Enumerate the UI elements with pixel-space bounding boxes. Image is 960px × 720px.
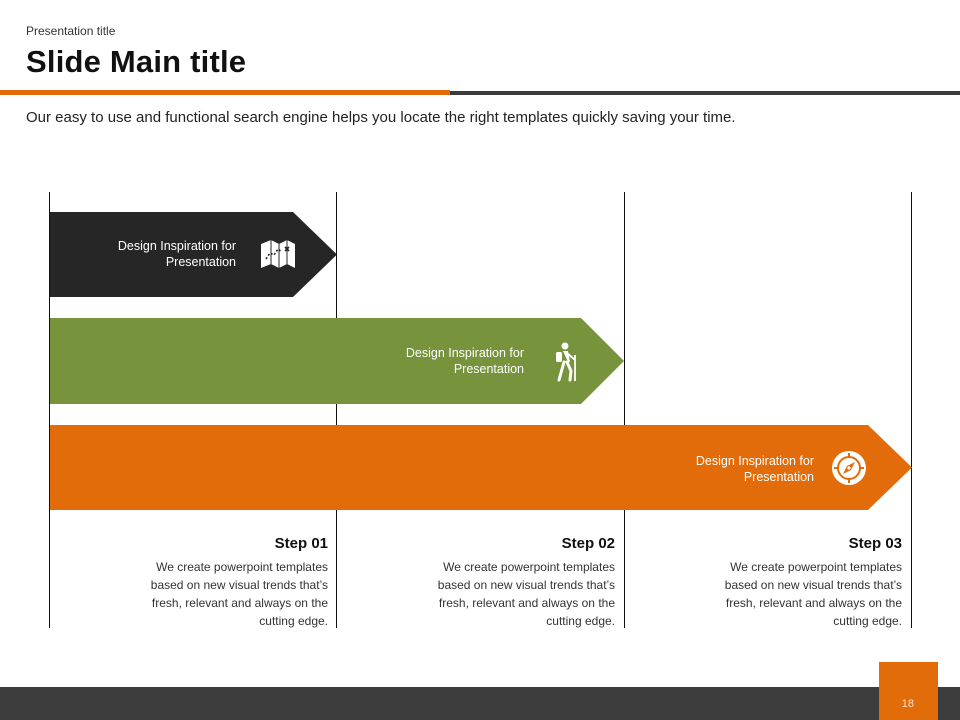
step-arrow-1: [50, 212, 337, 297]
step-description-2: We create powerpoint templates based on new visual trends that’s fresh, relevant and always on the cutting edge.: [437, 560, 615, 628]
arrow-label: Design Inspiration for Presentation: [117, 239, 236, 269]
step-title-1: Step 01: [274, 535, 328, 552]
timeline-divider: [911, 192, 912, 628]
step-title-2: Step 02: [561, 535, 615, 552]
footer-bar: [0, 687, 960, 720]
slide-main-title: Slide Main title: [26, 44, 247, 79]
page-number-box: [879, 662, 938, 720]
step-arrow-3: [50, 425, 912, 510]
arrow-label: Design Inspiration for Presentation: [405, 346, 524, 376]
step-title-3: Step 03: [848, 535, 902, 552]
arrow-label: Design Inspiration for Presentation: [695, 454, 814, 484]
presentation-title: Presentation title: [26, 24, 116, 38]
header-accent-divider: [0, 90, 450, 95]
step-description-3: We create powerpoint templates based on new visual trends that’s fresh, relevant and always on the cutting edge.: [724, 560, 902, 628]
page-number: 18: [901, 698, 914, 710]
intro-text: Our easy to use and functional search engine helps you locate the right templates quickly saving your time.: [26, 109, 736, 126]
timeline-divider: [624, 192, 625, 628]
step-description-1: We create powerpoint templates based on new visual trends that’s fresh, relevant and always on the cutting edge.: [150, 560, 328, 628]
step-arrow-2: [50, 318, 624, 404]
